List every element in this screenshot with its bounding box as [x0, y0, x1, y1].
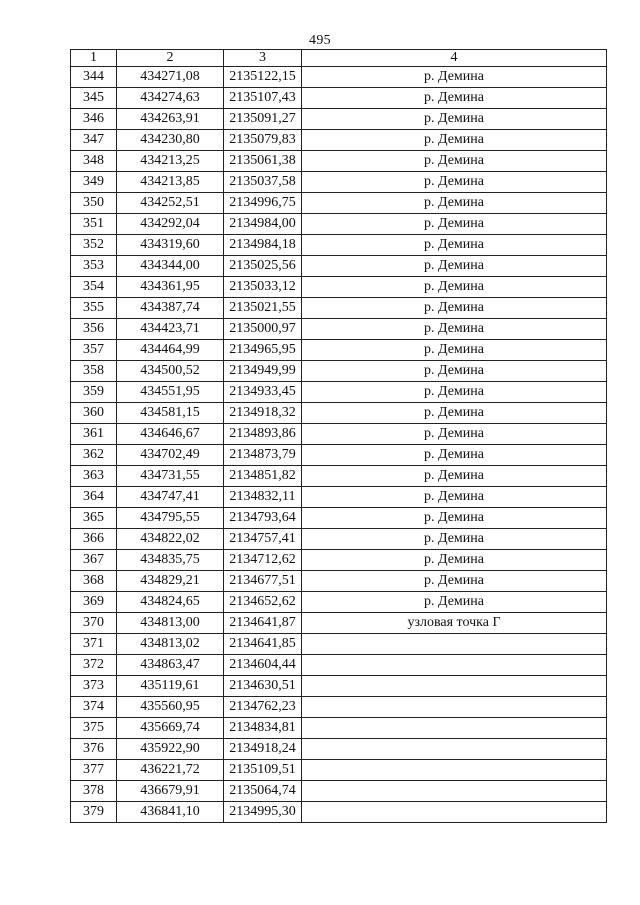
y-coordinate-cell: 2134965,95 [224, 340, 302, 361]
table-body [71, 67, 607, 823]
point-number-cell: 348 [71, 151, 117, 172]
x-coordinate-cell: 435669,74 [117, 718, 224, 739]
x-coordinate-cell: 434361,95 [117, 277, 224, 298]
description-cell: р. Демина [302, 361, 607, 382]
y-coordinate-cell: 2134996,75 [224, 193, 302, 214]
x-coordinate-cell: 434835,75 [117, 550, 224, 571]
table-row [71, 487, 607, 508]
x-coordinate-cell: 434213,25 [117, 151, 224, 172]
y-coordinate-cell: 2135079,83 [224, 130, 302, 151]
x-coordinate-cell: 434822,02 [117, 529, 224, 550]
description-cell [302, 781, 607, 802]
table-row [71, 109, 607, 130]
y-coordinate-cell: 2135061,38 [224, 151, 302, 172]
point-number-cell: 378 [71, 781, 117, 802]
table-row [71, 571, 607, 592]
point-number-cell: 366 [71, 529, 117, 550]
x-coordinate-cell: 436221,72 [117, 760, 224, 781]
point-number-cell: 363 [71, 466, 117, 487]
x-coordinate-cell: 436841,10 [117, 802, 224, 823]
x-coordinate-cell: 434344,00 [117, 256, 224, 277]
point-number-cell: 356 [71, 319, 117, 340]
description-cell: р. Демина [302, 67, 607, 88]
point-number-cell: 349 [71, 172, 117, 193]
table-row [71, 466, 607, 487]
y-coordinate-cell: 2134712,62 [224, 550, 302, 571]
description-cell: р. Демина [302, 151, 607, 172]
x-coordinate-cell: 434252,51 [117, 193, 224, 214]
x-coordinate-cell: 434213,85 [117, 172, 224, 193]
description-cell: р. Демина [302, 319, 607, 340]
point-number-cell: 375 [71, 718, 117, 739]
y-coordinate-cell: 2134918,24 [224, 739, 302, 760]
description-cell: р. Демина [302, 487, 607, 508]
table-row [71, 445, 607, 466]
x-coordinate-cell: 434646,67 [117, 424, 224, 445]
point-number-cell: 370 [71, 613, 117, 634]
point-number-cell: 367 [71, 550, 117, 571]
description-cell: р. Демина [302, 193, 607, 214]
table-row [71, 676, 607, 697]
table-row [71, 697, 607, 718]
y-coordinate-cell: 2134641,85 [224, 634, 302, 655]
point-number-cell: 360 [71, 403, 117, 424]
point-number-cell: 379 [71, 802, 117, 823]
point-number-cell: 346 [71, 109, 117, 130]
table-row [71, 67, 607, 88]
description-cell: р. Демина [302, 130, 607, 151]
x-coordinate-cell: 434274,63 [117, 88, 224, 109]
table-header [71, 50, 607, 67]
description-cell: р. Демина [302, 109, 607, 130]
table-row [71, 130, 607, 151]
table-row [71, 634, 607, 655]
table-row [71, 382, 607, 403]
table-row [71, 214, 607, 235]
y-coordinate-cell: 2134604,44 [224, 655, 302, 676]
description-cell: р. Демина [302, 403, 607, 424]
y-coordinate-cell: 2134933,45 [224, 382, 302, 403]
x-coordinate-cell: 435119,61 [117, 676, 224, 697]
x-coordinate-cell: 435560,95 [117, 697, 224, 718]
y-coordinate-cell: 2135122,15 [224, 67, 302, 88]
y-coordinate-cell: 2134949,99 [224, 361, 302, 382]
y-coordinate-cell: 2134832,11 [224, 487, 302, 508]
description-cell: р. Демина [302, 445, 607, 466]
y-coordinate-cell: 2135091,27 [224, 109, 302, 130]
description-cell: р. Демина [302, 424, 607, 445]
header-col-4: 4 [302, 50, 607, 67]
description-cell [302, 718, 607, 739]
y-coordinate-cell: 2134893,86 [224, 424, 302, 445]
header-col-1: 1 [71, 50, 117, 67]
description-cell: р. Демина [302, 298, 607, 319]
point-number-cell: 368 [71, 571, 117, 592]
point-number-cell: 345 [71, 88, 117, 109]
point-number-cell: 350 [71, 193, 117, 214]
y-coordinate-cell: 2134851,82 [224, 466, 302, 487]
table-row [71, 508, 607, 529]
table-row [71, 424, 607, 445]
x-coordinate-cell: 434813,02 [117, 634, 224, 655]
x-coordinate-cell: 434813,00 [117, 613, 224, 634]
description-cell: р. Демина [302, 508, 607, 529]
x-coordinate-cell: 434551,95 [117, 382, 224, 403]
description-cell [302, 739, 607, 760]
table-row [71, 655, 607, 676]
description-cell: р. Демина [302, 172, 607, 193]
table-row [71, 760, 607, 781]
description-cell [302, 676, 607, 697]
x-coordinate-cell: 434500,52 [117, 361, 224, 382]
header-col-3: 3 [224, 50, 302, 67]
point-number-cell: 371 [71, 634, 117, 655]
y-coordinate-cell: 2134641,87 [224, 613, 302, 634]
table-row [71, 319, 607, 340]
point-number-cell: 359 [71, 382, 117, 403]
table-row [71, 235, 607, 256]
y-coordinate-cell: 2134984,00 [224, 214, 302, 235]
x-coordinate-cell: 434230,80 [117, 130, 224, 151]
point-number-cell: 362 [71, 445, 117, 466]
y-coordinate-cell: 2134918,32 [224, 403, 302, 424]
table-row [71, 718, 607, 739]
table-row [71, 193, 607, 214]
y-coordinate-cell: 2134652,62 [224, 592, 302, 613]
x-coordinate-cell: 434702,49 [117, 445, 224, 466]
y-coordinate-cell: 2134677,51 [224, 571, 302, 592]
point-number-cell: 373 [71, 676, 117, 697]
x-coordinate-cell: 436679,91 [117, 781, 224, 802]
x-coordinate-cell: 434795,55 [117, 508, 224, 529]
y-coordinate-cell: 2135064,74 [224, 781, 302, 802]
x-coordinate-cell: 434581,15 [117, 403, 224, 424]
description-cell: р. Демина [302, 592, 607, 613]
header-row [71, 50, 607, 67]
description-cell: р. Демина [302, 88, 607, 109]
table-row [71, 613, 607, 634]
x-coordinate-cell: 434731,55 [117, 466, 224, 487]
description-cell [302, 697, 607, 718]
table-row [71, 151, 607, 172]
y-coordinate-cell: 2134834,81 [224, 718, 302, 739]
y-coordinate-cell: 2135107,43 [224, 88, 302, 109]
point-number-cell: 376 [71, 739, 117, 760]
description-cell: р. Демина [302, 277, 607, 298]
point-number-cell: 374 [71, 697, 117, 718]
table-row [71, 277, 607, 298]
y-coordinate-cell: 2134873,79 [224, 445, 302, 466]
coordinates-table [70, 49, 607, 823]
table-row [71, 172, 607, 193]
y-coordinate-cell: 2134793,64 [224, 508, 302, 529]
header-col-2: 2 [117, 50, 224, 67]
table-row [71, 361, 607, 382]
x-coordinate-cell: 434271,08 [117, 67, 224, 88]
y-coordinate-cell: 2135000,97 [224, 319, 302, 340]
table-row [71, 781, 607, 802]
y-coordinate-cell: 2134762,23 [224, 697, 302, 718]
x-coordinate-cell: 434319,60 [117, 235, 224, 256]
description-cell: р. Демина [302, 382, 607, 403]
y-coordinate-cell: 2135033,12 [224, 277, 302, 298]
y-coordinate-cell: 2134630,51 [224, 676, 302, 697]
table-row [71, 88, 607, 109]
table-row [71, 529, 607, 550]
table-row [71, 550, 607, 571]
y-coordinate-cell: 2135021,55 [224, 298, 302, 319]
point-number-cell: 369 [71, 592, 117, 613]
point-number-cell: 353 [71, 256, 117, 277]
point-number-cell: 377 [71, 760, 117, 781]
point-number-cell: 372 [71, 655, 117, 676]
point-number-cell: 354 [71, 277, 117, 298]
point-number-cell: 355 [71, 298, 117, 319]
description-cell: р. Демина [302, 235, 607, 256]
y-coordinate-cell: 2135037,58 [224, 172, 302, 193]
point-number-cell: 357 [71, 340, 117, 361]
x-coordinate-cell: 434829,21 [117, 571, 224, 592]
x-coordinate-cell: 434747,41 [117, 487, 224, 508]
description-cell: р. Демина [302, 529, 607, 550]
x-coordinate-cell: 434263,91 [117, 109, 224, 130]
table-row [71, 256, 607, 277]
table-row [71, 592, 607, 613]
point-number-cell: 358 [71, 361, 117, 382]
x-coordinate-cell: 434423,71 [117, 319, 224, 340]
y-coordinate-cell: 2135109,51 [224, 760, 302, 781]
x-coordinate-cell: 434387,74 [117, 298, 224, 319]
x-coordinate-cell: 435922,90 [117, 739, 224, 760]
point-number-cell: 344 [71, 67, 117, 88]
description-cell [302, 634, 607, 655]
description-cell: р. Демина [302, 550, 607, 571]
description-cell [302, 655, 607, 676]
description-cell: р. Демина [302, 571, 607, 592]
x-coordinate-cell: 434863,47 [117, 655, 224, 676]
x-coordinate-cell: 434464,99 [117, 340, 224, 361]
point-number-cell: 352 [71, 235, 117, 256]
description-cell: р. Демина [302, 214, 607, 235]
description-cell [302, 760, 607, 781]
description-cell: узловая точка Г [302, 613, 607, 634]
description-cell: р. Демина [302, 340, 607, 361]
y-coordinate-cell: 2134995,30 [224, 802, 302, 823]
x-coordinate-cell: 434824,65 [117, 592, 224, 613]
description-cell: р. Демина [302, 256, 607, 277]
point-number-cell: 347 [71, 130, 117, 151]
description-cell [302, 802, 607, 823]
page-number: 495 [309, 33, 331, 48]
y-coordinate-cell: 2135025,56 [224, 256, 302, 277]
point-number-cell: 364 [71, 487, 117, 508]
point-number-cell: 365 [71, 508, 117, 529]
table-row [71, 739, 607, 760]
table-row [71, 298, 607, 319]
y-coordinate-cell: 2134757,41 [224, 529, 302, 550]
table-row [71, 340, 607, 361]
y-coordinate-cell: 2134984,18 [224, 235, 302, 256]
point-number-cell: 351 [71, 214, 117, 235]
table-row [71, 802, 607, 823]
description-cell: р. Демина [302, 466, 607, 487]
table-row [71, 403, 607, 424]
point-number-cell: 361 [71, 424, 117, 445]
x-coordinate-cell: 434292,04 [117, 214, 224, 235]
